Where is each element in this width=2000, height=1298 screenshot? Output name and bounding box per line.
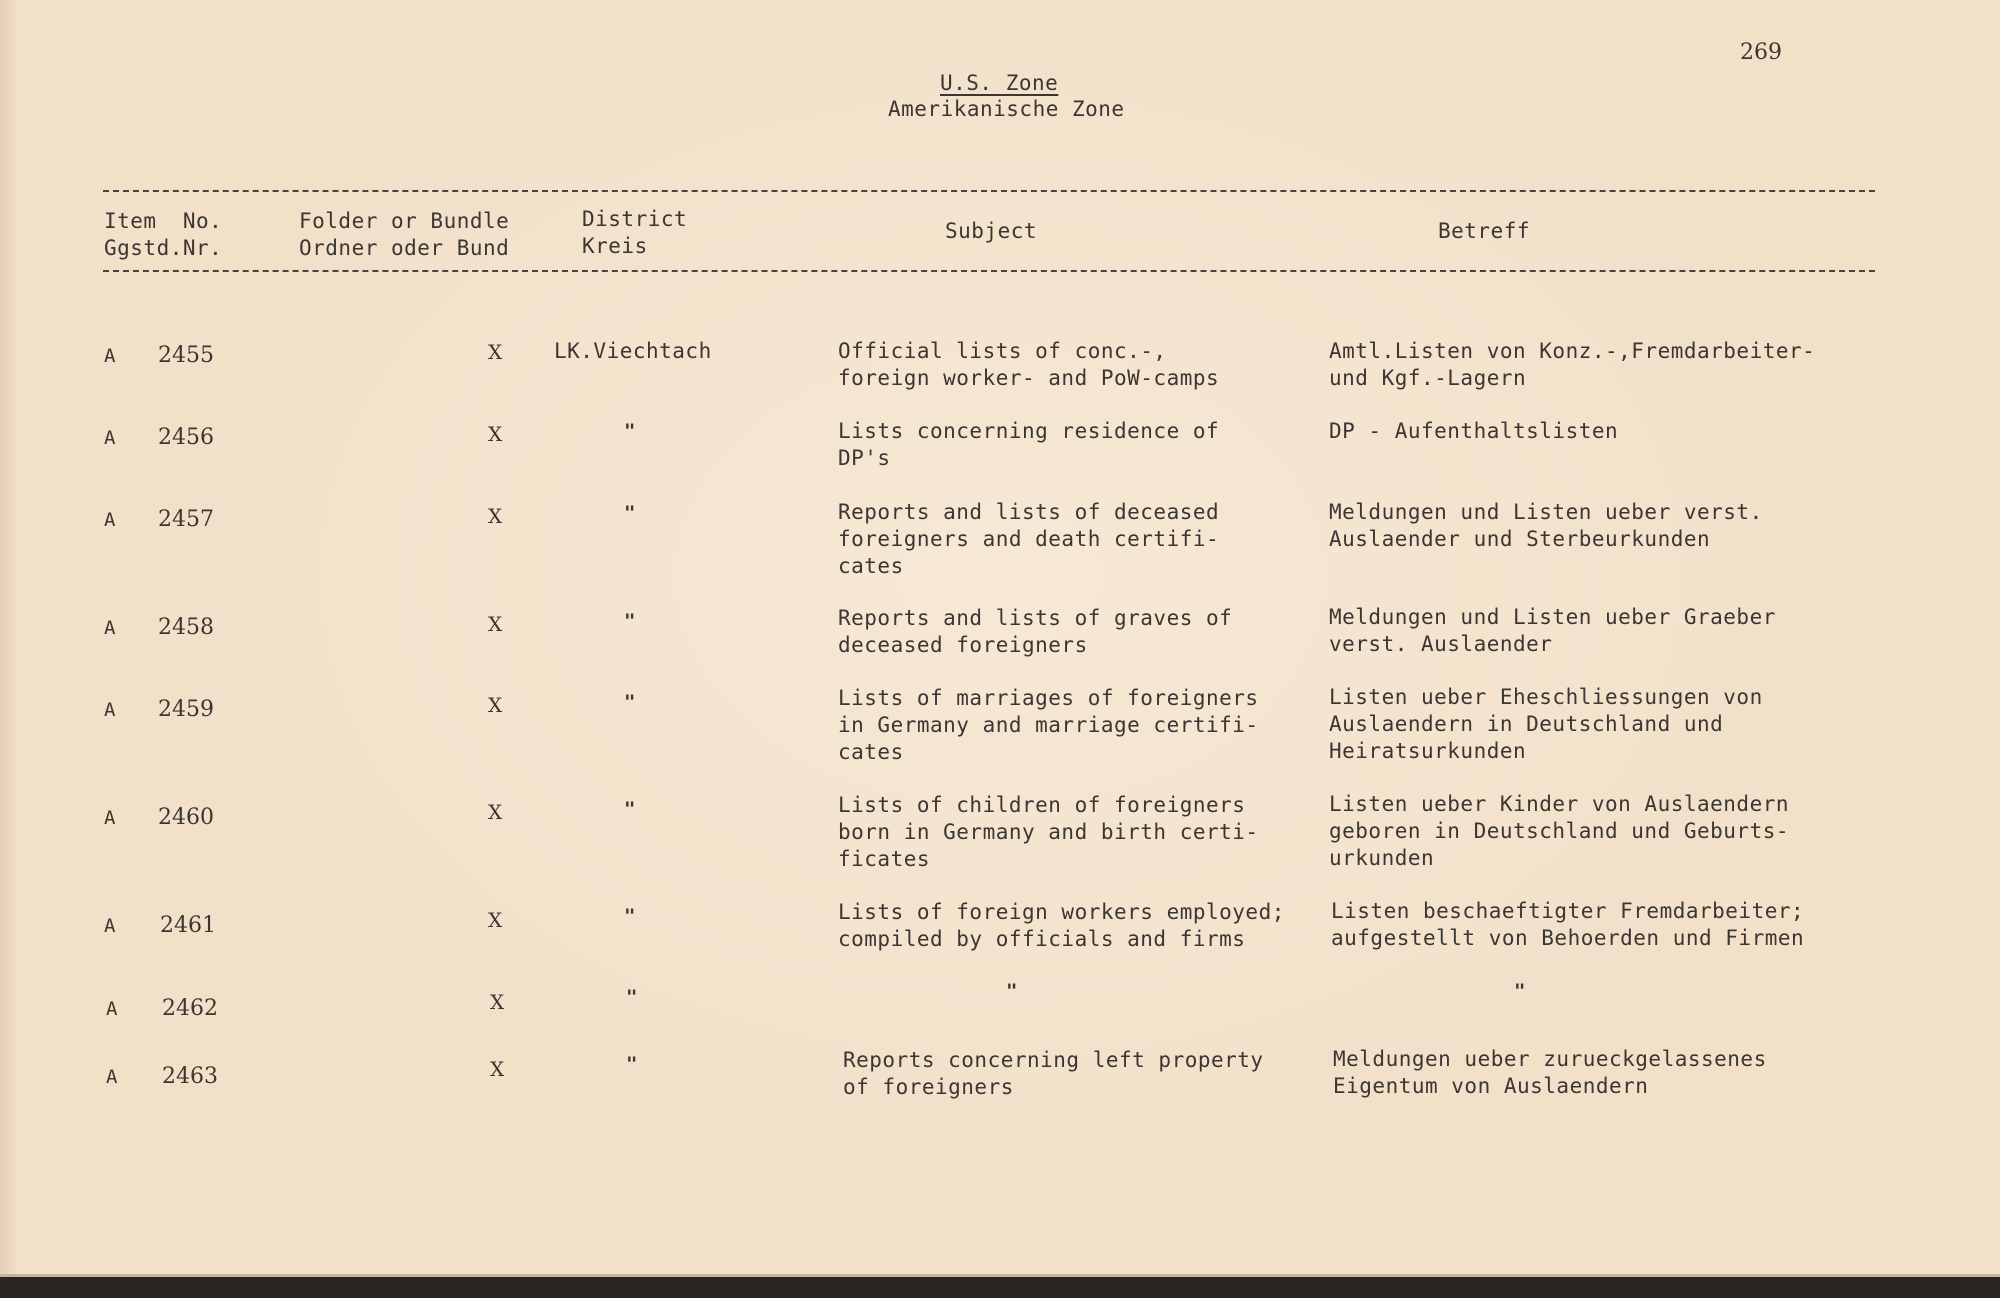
district: LK.Viechtach [554, 339, 712, 363]
page-subtitle: Amerikanische Zone [888, 97, 1125, 121]
district-ditto: " [624, 691, 636, 713]
item-prefix: A [104, 427, 116, 449]
page-title: U.S. Zone [940, 71, 1059, 95]
betreff: Meldungen und Listen ueber verst. Auslaender und Sterbeurkunden [1329, 500, 1763, 551]
item-prefix: A [106, 998, 118, 1020]
district-ditto: " [624, 420, 636, 442]
item-number: 2458 [158, 615, 214, 640]
folder-mark: X [490, 1057, 505, 1081]
district-ditto: " [624, 502, 636, 524]
folder-mark: X [488, 504, 503, 528]
item-number: 2459 [158, 697, 214, 722]
item-number: 2461 [160, 913, 216, 938]
item-prefix: A [104, 345, 116, 367]
item-number: 2463 [162, 1064, 218, 1089]
header-item-de: Ggstd.Nr. [104, 236, 223, 260]
district-ditto: " [626, 986, 638, 1008]
betreff: DP - Aufenthaltslisten [1329, 419, 1619, 443]
subject: Lists of children of foreigners born in Germany and birth certi- ficates [838, 793, 1259, 871]
header-item-en: Item No. [104, 209, 223, 233]
item-number: 2457 [158, 507, 214, 532]
item-prefix: A [104, 509, 116, 531]
betreff: Listen ueber Eheschliessungen von Auslaendern in Deutschland und Heiratsurkunden [1329, 685, 1763, 763]
subject: Lists concerning residence of DP's [838, 419, 1220, 470]
district-ditto: " [624, 798, 636, 820]
subject: Reports concerning left property of foreigners [843, 1048, 1264, 1099]
item-prefix: A [104, 699, 116, 721]
subject: Lists of marriages of foreigners in Germany and marriage certifi- cates [838, 686, 1259, 764]
item-prefix: A [104, 915, 116, 937]
betreff: Amtl.Listen von Konz.-,Fremdarbeiter- und Kgf.-Lagern [1329, 339, 1816, 390]
header-subject: Subject [945, 219, 1038, 243]
betreff: Meldungen und Listen ueber Graeber verst. Auslaender [1329, 605, 1776, 656]
subject-ditto: " [1006, 980, 1018, 1002]
header-district-en: District [582, 207, 688, 231]
district-ditto: " [626, 1053, 638, 1075]
item-number: 2462 [162, 996, 218, 1021]
header-betreff: Betreff [1438, 219, 1531, 243]
folder-mark: X [488, 612, 503, 636]
page-number: 269 [1740, 40, 1782, 65]
item-number: 2455 [158, 343, 214, 368]
book-bottom-edge [0, 1274, 2000, 1298]
subject: Reports and lists of deceased foreigners and death certifi- cates [838, 500, 1220, 578]
district-ditto: " [624, 905, 636, 927]
item-prefix: A [104, 617, 116, 639]
item-number: 2456 [158, 425, 214, 450]
folder-mark: X [488, 800, 503, 824]
folder-mark: X [490, 990, 505, 1014]
betreff: Listen beschaeftigter Fremdarbeiter; aufgestellt von Behoerden und Firmen [1331, 899, 1805, 950]
folder-mark: X [488, 908, 503, 932]
item-prefix: A [106, 1066, 118, 1088]
item-prefix: A [104, 807, 116, 829]
betreff-ditto: " [1514, 980, 1526, 1002]
header-bottom-rule [103, 270, 1875, 272]
folder-mark: X [488, 422, 503, 446]
folder-mark: X [488, 340, 503, 364]
item-number: 2460 [158, 805, 214, 830]
subject: Reports and lists of graves of deceased foreigners [838, 606, 1233, 657]
header-district-de: Kreis [582, 234, 648, 258]
folder-mark: X [488, 693, 503, 717]
betreff: Meldungen ueber zurueckgelassenes Eigentum von Auslaendern [1333, 1047, 1767, 1098]
subject: Official lists of conc.-, foreign worker- and PoW-camps [838, 339, 1220, 390]
betreff: Listen ueber Kinder von Auslaendern geboren in Deutschland und Geburts- urkunden [1329, 792, 1790, 870]
header-folder-en: Folder or Bundle [299, 209, 510, 233]
subject: Lists of foreign workers employed; compiled by officials and firms [838, 900, 1285, 951]
header-folder-de: Ordner oder Bund [299, 236, 510, 260]
header-top-rule [103, 190, 1875, 192]
district-ditto: " [624, 610, 636, 632]
